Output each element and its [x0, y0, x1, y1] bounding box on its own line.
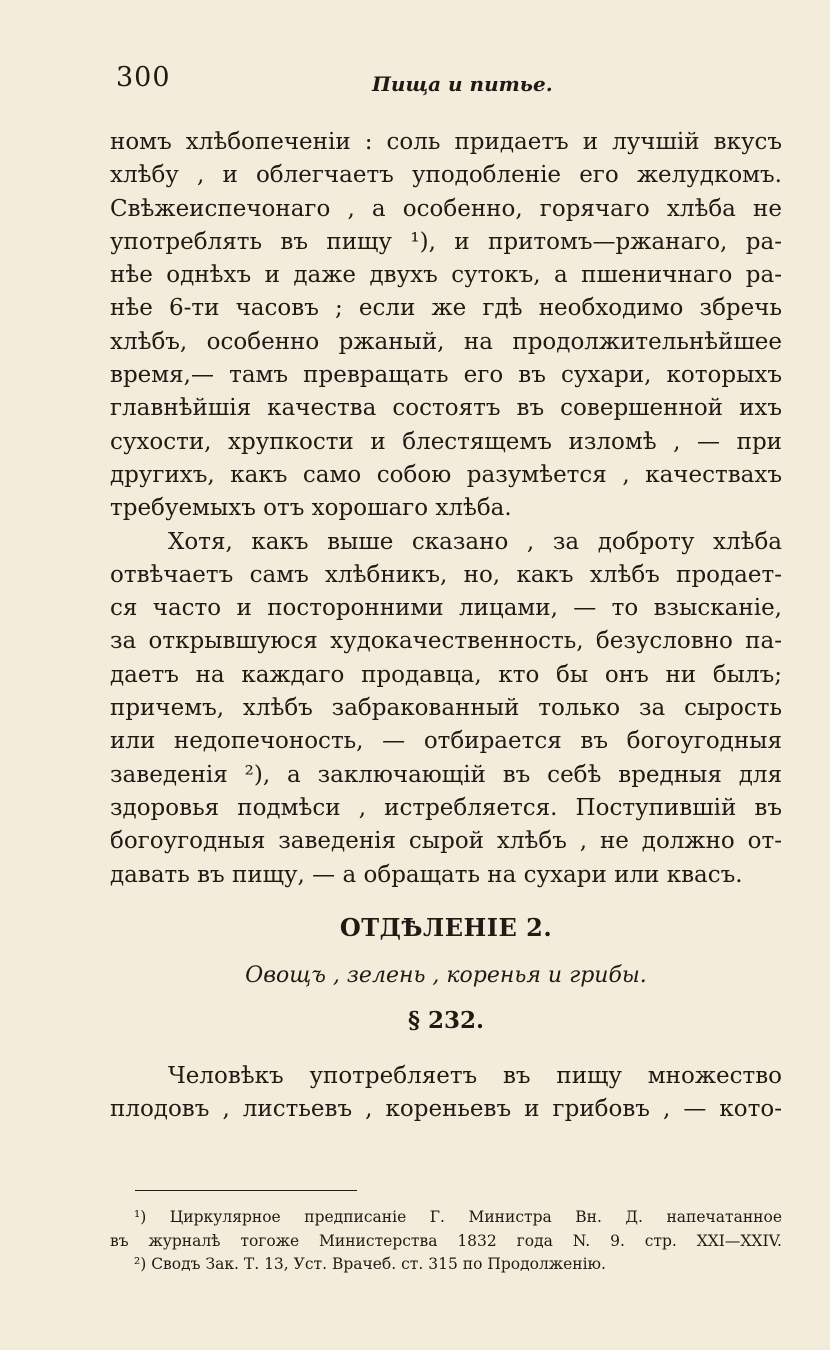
text-line: давать въ пищу, — а обращать на сухари или квасъ. — [110, 861, 743, 888]
page-header — [0, 62, 830, 102]
text-line: причемъ, хлѣбъ забракованный только за сырость — [110, 695, 782, 722]
text-line: требуемыхъ отъ хорошаго хлѣба. — [110, 495, 512, 522]
footnote-line: ¹) Циркулярное предписаніе Г. Министра Вн. Д. напечатанное — [134, 1208, 782, 1226]
text-line: главнѣйшія качества состоятъ въ совершенной ихъ — [110, 395, 782, 422]
section-title: ОТДѢЛЕНІЕ 2. — [339, 912, 553, 942]
text-line: другихъ, какъ само собою разумѣется , качествахъ — [110, 461, 782, 488]
text-line: плодовъ , листьевъ , кореньевъ и грибовъ , — кото- — [110, 1096, 782, 1123]
text-line: употреблять въ пищу ¹), и притомъ—ржанаго, ра- — [110, 228, 782, 255]
paragraph-1 — [110, 126, 782, 526]
footnote-divider — [135, 1190, 357, 1191]
text-line: сухости, хрупкости и блестящемъ изломѣ , — при — [110, 428, 782, 455]
text-line: за открывшуюся худокачественность, безусловно па- — [110, 628, 782, 655]
text-line: ся часто и посторонними лицами, — то взысканіе, — [110, 595, 782, 622]
section-subtitle: Овощъ , зелень , коренья и грибы. — [245, 962, 647, 988]
paragraph-3 — [110, 1060, 782, 1127]
text-line: даетъ на каждаго продавца, кто бы онъ ни былъ; — [110, 661, 782, 688]
text-line: Человѣкъ употребляетъ въ пищу множество — [168, 1062, 782, 1089]
running-title: Пища и питье. — [372, 72, 553, 96]
text-line: время,— тамъ превращать его въ сухари, которыхъ — [110, 362, 782, 389]
footnotes — [110, 1206, 782, 1277]
text-line: номъ хлѣбопеченіи : соль придаетъ и лучшій вкусъ — [110, 129, 782, 155]
text-line: хлѣбу , и облегчаетъ уподобленіе его желудкомъ. — [110, 162, 782, 189]
page-body — [110, 126, 782, 1126]
paragraph-number: § 232. — [407, 1006, 485, 1034]
text-line: хлѣбъ, особенно ржаный, на продолжительнѣйшее — [110, 328, 782, 355]
text-line: Свѣжеиспечонаго , а особенно, горячаго хлѣба не — [110, 195, 782, 222]
text-line: Хотя, какъ выше сказано , за доброту хлѣба — [168, 528, 782, 555]
footnote-line: ²) Сводъ Зак. Т. 13, Уст. Врачеб. ст. 315 по Продолженію. — [134, 1255, 606, 1273]
page-number: 300 — [116, 62, 171, 93]
text-line: заведенія ²), а заключающій въ себѣ вредныя для — [110, 761, 782, 788]
text-line: здоровья подмѣси , истребляется. Поступившій въ — [110, 794, 782, 821]
text-line: отвѣчаетъ самъ хлѣбникъ, но, какъ хлѣбъ продает- — [110, 561, 782, 588]
text-line: или недопечоность, — отбирается въ богоугодныя — [110, 728, 782, 755]
text-line: нѣе 6-ти часовъ ; если же гдѣ необходимо збречь — [110, 295, 782, 322]
text-line: нѣе однѣхъ и даже двухъ сутокъ, а пшеничнаго ра- — [110, 262, 782, 289]
text-line: богоугодныя заведенія сырой хлѣбъ , не должно от- — [110, 828, 782, 855]
paragraph-2 — [110, 526, 782, 892]
footnote-line: въ журналѣ тогоже Министерства 1832 года N. 9. стр. XXI—XXIV. — [110, 1231, 782, 1250]
